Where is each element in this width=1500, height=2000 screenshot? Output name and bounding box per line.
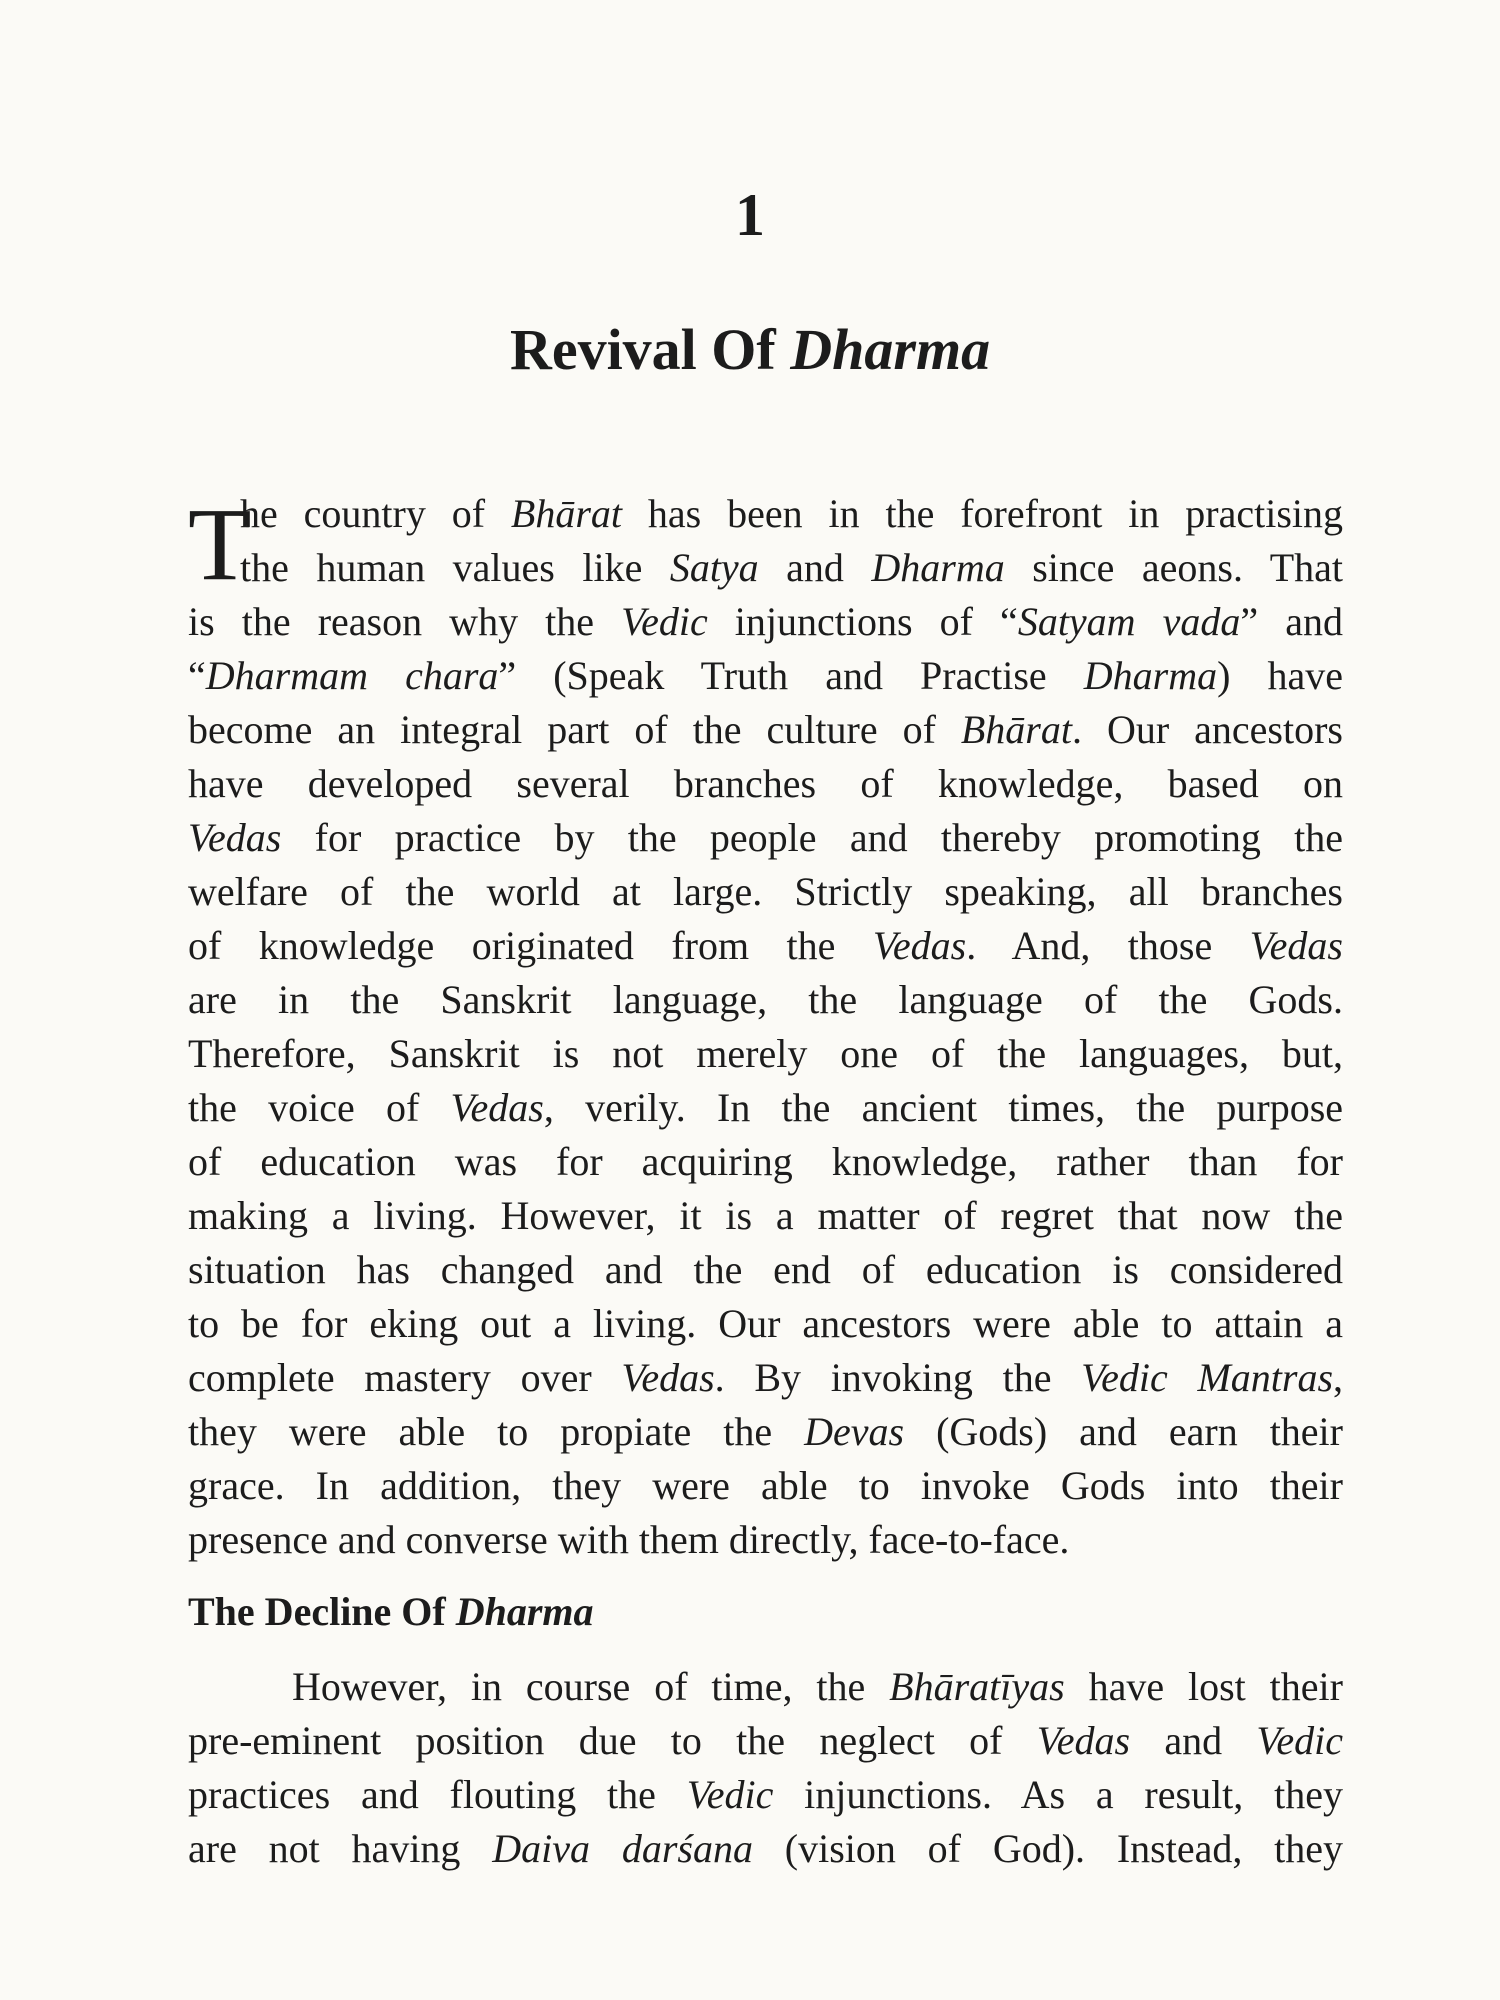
paragraph-1-line: of education was for acquiring knowledge, rather than for [188, 1139, 1343, 1184]
drop-cap: T [188, 487, 252, 602]
paragraph-1-line: is the reason why the Vedic injunctions of “Satyam vada” and [188, 599, 1343, 644]
paragraph-1-line: Vedas for practice by the people and thereby promoting the [188, 815, 1343, 860]
paragraph-2 [188, 1660, 1343, 1876]
chapter-title-plain: Revival Of [509, 317, 791, 382]
paragraph-1-line: grace. In addition, they were able to invoke Gods into their [188, 1463, 1343, 1508]
paragraph-2-line: are not having Daiva darśana (vision of God). Instead, they [188, 1826, 1344, 1871]
paragraph-1-line: are in the Sanskrit language, the language of the Gods. [188, 977, 1343, 1022]
paragraph-1 [188, 487, 1343, 1567]
paragraph-1-line: become an integral part of the culture of Bhārat. Our ancestors [188, 707, 1343, 752]
paragraph-1-line: the human values like Satya and Dharma since aeons. That [240, 545, 1343, 590]
chapter-number: 1 [735, 182, 765, 248]
paragraph-1-line: Therefore, Sanskrit is not merely one of the languages, but, [188, 1031, 1343, 1076]
paragraph-1-line: have developed several branches of knowledge, based on [188, 761, 1343, 806]
paragraph-2-line: practices and flouting the Vedic injunctions. As a result, they [188, 1772, 1343, 1817]
paragraph-1-line: they were able to propiate the Devas (Gods) and earn their [188, 1409, 1343, 1454]
paragraph-2-line: However, in course of time, the Bhāratīyas have lost their [292, 1664, 1343, 1709]
paragraph-1-line: the voice of Vedas, verily. In the ancient times, the purpose [188, 1085, 1344, 1130]
paragraph-1-line: situation has changed and the end of education is considered [188, 1247, 1343, 1292]
paragraph-1-line: making a living. However, it is a matter of regret that now the [188, 1193, 1343, 1238]
paragraph-1-line: to be for eking out a living. Our ancestors were able to attain a [188, 1301, 1343, 1346]
paragraph-1-line: complete mastery over Vedas. By invoking the Vedic Mantras, [188, 1355, 1344, 1400]
chapter-title-italic: Dharma [790, 317, 991, 382]
paragraph-1-line: of knowledge originated from the Vedas. And, those Vedas [188, 923, 1343, 968]
section-heading-plain: The Decline Of [188, 1589, 456, 1634]
section-heading [188, 1585, 594, 1639]
chapter-title [0, 315, 1500, 385]
paragraph-1-line: he country of Bhārat has been in the forefront in practising [240, 491, 1343, 536]
paragraph-1-line: presence and converse with them directly, face-to-face. [188, 1517, 1070, 1562]
paragraph-2-line: pre-eminent position due to the neglect of Vedas and Vedic [188, 1718, 1343, 1763]
paragraph-1-line: welfare of the world at large. Strictly speaking, all branches [188, 869, 1343, 914]
section-heading-italic: Dharma [455, 1589, 594, 1634]
paragraph-1-line: “Dharmam chara” (Speak Truth and Practise Dharma) have [188, 653, 1344, 698]
